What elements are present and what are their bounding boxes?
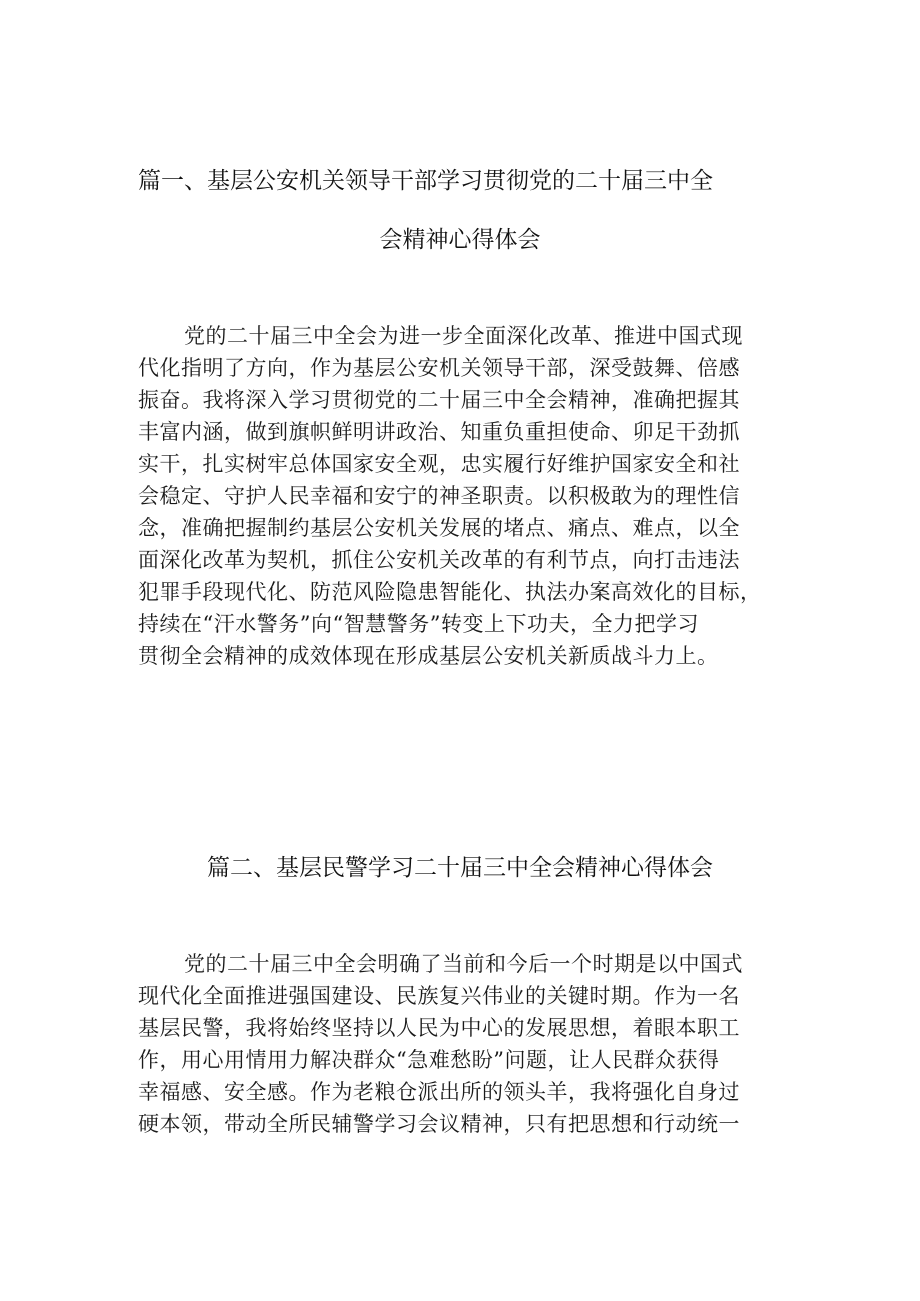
paragraph-line: 犯罪手段现代化、防范风险隐患智能化、执法办案高效化的目标， — [138, 580, 762, 604]
paragraph-line: 党的二十届三中全会为进一步全面深化改革、推进中国式现 — [184, 324, 743, 348]
section2-paragraph — [138, 948, 788, 1140]
section1-title-line2: 会精神心得体会 — [379, 227, 541, 253]
paragraph-line: 会稳定、守护人民幸福和安宁的神圣职责。以积极敢为的理性信 — [138, 484, 740, 508]
section1-paragraph — [138, 320, 788, 672]
paragraph-line: 代化指明了方向，作为基层公安机关领导干部，深受鼓舞、倍感 — [138, 356, 740, 380]
section2-title: 篇二、基层民警学习二十届三中全会精神心得体会 — [207, 855, 713, 881]
paragraph-line: 振奋。我将深入学习贯彻党的二十届三中全会精神，准确把握其 — [138, 388, 740, 412]
paragraph-line: 面深化改革为契机，抓住公安机关改革的有利节点，向打击违法 — [138, 548, 740, 572]
paragraph-line: 党的二十届三中全会明确了当前和今后一个时期是以中国式 — [184, 952, 743, 976]
paragraph-line: 硬本领，带动全所民辅警学习会议精神，只有把思想和行动统一 — [138, 1112, 740, 1136]
paragraph-line: 贯彻全会精神的成效体现在形成基层公安机关新质战斗力上。 — [138, 644, 719, 668]
paragraph-line: 念，准确把握制约基层公安机关发展的堵点、痛点、难点，以全 — [138, 516, 740, 540]
paragraph-line: 实干，扎实树牢总体国家安全观，忠实履行好维护国家安全和社 — [138, 452, 740, 476]
paragraph-line: 幸福感、安全感。作为老粮仓派出所的领头羊，我将强化自身过 — [138, 1080, 740, 1104]
paragraph-line: 基层民警，我将始终坚持以人民为中心的发展思想，着眼本职工 — [138, 1016, 740, 1040]
paragraph-line: 持续在“汗水警务”向“智慧警务”转变上下功夫，全力把学习 — [138, 612, 699, 636]
paragraph-line: 丰富内涵，做到旗帜鲜明讲政治、知重负重担使命、卯足干劲抓 — [138, 420, 740, 444]
section1-title-line1: 篇一、基层公安机关领导干部学习贯彻党的二十届三中全 — [138, 168, 713, 194]
paragraph-line: 现代化全面推进强国建设、民族复兴伟业的关键时期。作为一名 — [138, 984, 740, 1008]
paragraph-line: 作，用心用情用力解决群众“急难愁盼”问题，让人民群众获得 — [138, 1048, 720, 1072]
